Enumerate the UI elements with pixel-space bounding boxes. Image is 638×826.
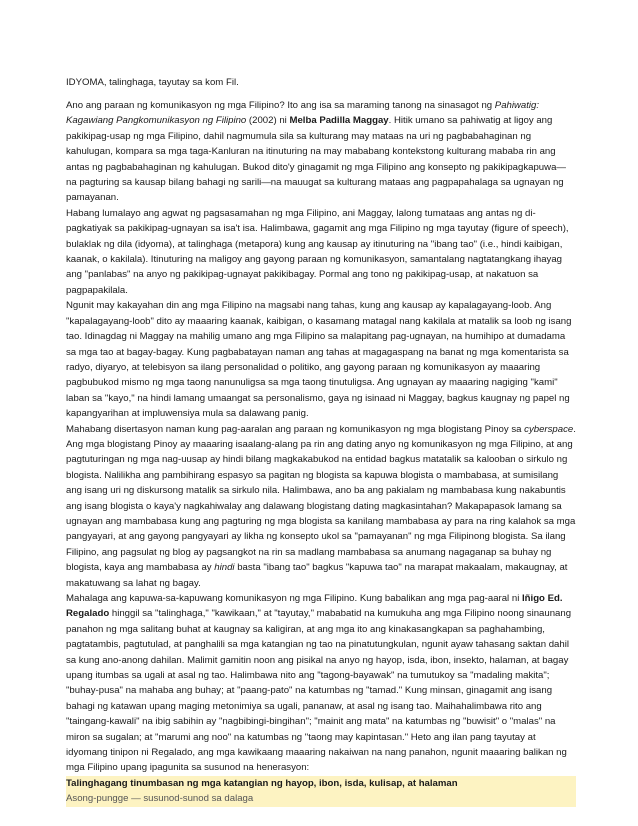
p4-text-pre: Mahabang disertasyon naman kung pag-aaralan ang paraan ng komunikasyon ng mga blogistang Pinoy sa <box>66 423 525 435</box>
paragraph-1 <box>66 98 576 206</box>
p1-text-pre: Ano ang paraan ng komunikasyon ng mga Filipino? Ito ang isa sa maraming tanong na sinasagot ng <box>66 100 495 111</box>
paragraph-2: Habang lumalayo ang agwat ng pagsasamahan ng mga Filipino, ani Maggay, lalong tumataas ang antas ng di-pagkatiyak sa pakikipag-ugnayan sa isa't isa. Halimbawa, gagamit ang mga Filipino ng mga tayutay (figure of speech), bulaklak ng dila (idyoma), at talinghaga (metapora) kung ang kausap ay itinuturing na "ibang tao" (i.e., hindi kaibigan, kaanak, o kakilala). Itinuturing na maligoy ang gayong paraan ng komunikasyon, samantalang nagtatangkang ihayag ang "panlabas" na anyo ng pakikipag-ugnayat pakikibagay. Pormal ang tono ng pakikipag-usap, at nakatuon sa pagpapakilala. <box>66 207 569 296</box>
document-heading: IDYOMA, talinghaga, tayutay sa kom Fil. <box>66 77 239 88</box>
p5-text-post: hinggil sa "talinghaga," "kawikaan," at "tayutay," mababatid na kumukuha ang mga Filipino noong sinaunang panahon ng mga salitang buhat at kaugnay sa kaligiran, at ang mga ito ang kinakasangkapan sa paghahambing, pagtatambis, pagtutulad, at panghalili sa mga katangian ng tao na pinatutungkulan, ngunit ayaw tahasang saktan dahil sa kung ano-anong dahilan. Malimit gamitin noon ang pisikal na anyo ng hayop, isda, ibon, insekto, halaman, at bagay upang itumbas sa ugali at asal ng tao. Halimbawa nito ang "tagong-bayawak" na tumutukoy sa "madaling makita"; "buhay-pusa" na mahaba ang buhay; at "paang-pato" na katumbas ng "tamad." Kung minsan, ginagamit ang isang bahagi ng katawan upang maging metonimiya sa ugali, pananaw, at asal ng isang tao. Maihahalimbawa rito ang "taingang-kawali" na ibig sabihin ay "nagbibingi-bingihan"; "mainit ang mata" na katumbas ng "buwisit" o "malas" na miron sa sugalan; at "marumi ang noo" na katumbas ng "taong may kapintasan." Heto ang ilan pang tayutay at idyomang tinipon ni Regalado, ang mga kawikaang maaaring nakaiwan na nang panahon, ngunit maaaring balikan ng mga Filipino upang ipagunita sa susunod na henerasyon: <box>66 608 572 774</box>
regalado-name: Iñigo Ed. Regalado <box>66 593 563 620</box>
p4-text-post: . Ang mga blogistang Pinoy ay maaaring isaalang-alang pa rin ang dating anyo ng komunikasyon ng mga Filipino, at ang pagtuturingan ng mga nag-uusap ay hindi bilang magkakabukod na entidad bagkus matatalik sa kalooban o sirkulo ng blogista. Nalilikha ang pambihirang espasyo sa pagitan ng blogista sa kapuwa blogista o mambabasa, at sumisilang ang isang uri ng diskursong matalik sa sirkulo nila. Halimbawa, ano ba ang pakialam ng mambabasa kung nakabuntis ang isang blogista o kaya'y nagkahiwalay ang dalawang blogistang dating magkasintahan? Makapapasok lamang sa ugnayan ang mambabasa kung ang pagturing ng mga blogista sa kanilang mambabasa ay para na ring kalahok sa mga pangyayari, at ang gayong pangyayari ay likha ng konsepto ukol sa "pamayanan" ng mga Filipinong blogista. Sa ilang Filipino, ang pagsulat ng blog ay pagsangkot na rin sa madlang mambabasa sa anumang nagaganap sa buhay ng blogista, kaya ang mambabasa ay <box>66 423 576 574</box>
highlighted-section-title: Talinghagang tinumbasan ng mga katangian ng hayop, ibon, isda, kulisap, at halaman <box>66 776 576 791</box>
book-title: Pahiwatig: Kagawiang Pangkomunikasyon ng Filipino <box>66 100 540 127</box>
author-name: Melba Padilla Maggay <box>289 115 389 127</box>
p1-text-mid: (2002) ni <box>246 115 290 127</box>
p4-text-post2: basta "ibang tao" bagkus "kapuwa tao" na marapat makaalam, makaugnay, at makatuwang sa lahat ng bagay. <box>66 562 568 589</box>
cyberspace-term: cyberspace <box>524 423 574 435</box>
p5-text-pre: Mahalaga ang kapuwa-sa-kapuwang komunikasyon ng mga Filipino. Kung babalikan ang mga pag-aaral ni <box>66 593 522 604</box>
p1-text-post: . Hitik umano sa pahiwatig at ligoy ang pakikipag-usap ng mga Filipino, dahil nagmumula sila sa kulturang may mataas na uri ng pagbabahaginan ng kahulugan, kompara sa mga taga-Kanluran na itinuturing na may mababang kontekstong kulturang mababa rin ang antas ng pagbabahaginan ng kahulugan. Bukod dito'y ginagamit ng mga Filipino ang konsepto ng pakikipagkapuwa—na pagturing sa kausap bilang bahagi ng sarili—na mauugat sa kulturang mataas ang pagpapahalaga sa ugnayan ng pamayanan. <box>66 115 566 204</box>
paragraph-5 <box>66 591 576 776</box>
paragraph-4 <box>66 422 576 591</box>
paragraph-3: Ngunit may kakayahan din ang mga Filipino na magsabi nang tahas, kung ang kausap ay kapalagayang-loob. Ang "kapalagayang-loob" dito ay maaaring kaanak, kaibigan, o kasamang matagal nang kakilala at matalik sa loob ng isang tao. Idinagdag ni Maggay na mahilig umano ang mga Filipino sa malapitang pag-ugnayan, na humihipo at dumadama sa mga tao at bagay-bagay. Kung pagbabatayan naman ang tahas at magagaspang na banat ng mga komentarista sa radyo, diyaryo, at telebisyon sa ilang personalidad o politiko, ang gayong paraan ng komunikasyon ay maaaring pagbubukod mismo ng mga taong nanunuligsa sa mga taong tinutuligsa. Ang ugnayan ay maaaring nagiging "kami" laban sa "kayo," na hindi lamang umaangat sa personalismo, gaya ng isinaad ni Maggay, bagkus kaugnay ng papel ng kapangyarihan at impluwensiya mula sa dalawang panig. <box>66 300 572 420</box>
hindi-term: hindi <box>214 562 235 574</box>
highlighted-list-item: Asong-pungge — susunod-sunod sa dalaga <box>66 791 576 806</box>
